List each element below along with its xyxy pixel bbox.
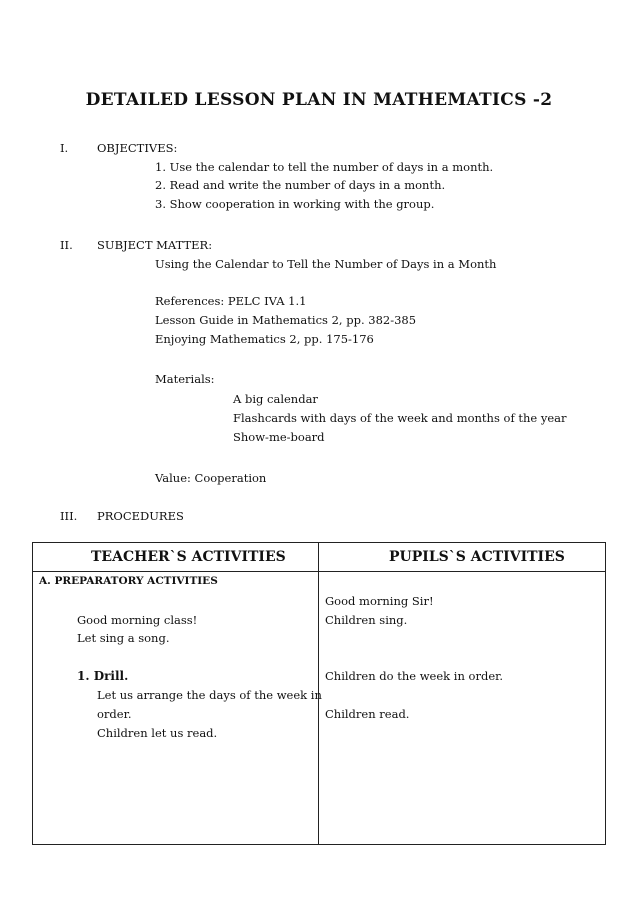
subject-matter-number: II. <box>60 238 73 252</box>
procedures-heading: PROCEDURES <box>97 509 184 523</box>
pupil-line: Children do the week in order. <box>325 669 504 683</box>
header-divider <box>33 571 605 572</box>
reference-line: References: PELC IVA 1.1 <box>155 294 307 308</box>
teacher-activities-header: TEACHER`S ACTIVITIES <box>91 549 286 565</box>
activities-table <box>32 542 606 845</box>
subject-matter-topic: Using the Calendar to Tell the Number of Days in a Month <box>155 257 497 271</box>
procedures-number: III. <box>60 509 78 523</box>
materials-label: Materials: <box>155 372 215 386</box>
drill-heading: 1. Drill. <box>77 669 129 683</box>
objectives-number: I. <box>60 141 69 155</box>
objective-item: 3. Show cooperation in working with the group. <box>155 197 435 211</box>
reference-line: Enjoying Mathematics 2, pp. 175-176 <box>155 332 374 346</box>
objective-item: 1. Use the calendar to tell the number of days in a month. <box>155 160 494 174</box>
objectives-heading: OBJECTIVES: <box>97 141 178 155</box>
teacher-line: Let sing a song. <box>77 631 170 645</box>
objective-item: 2. Read and write the number of days in a month. <box>155 178 446 192</box>
value-line: Value: Cooperation <box>155 471 267 485</box>
reference-line: Lesson Guide in Mathematics 2, pp. 382-385 <box>155 313 417 327</box>
material-item: Show-me-board <box>233 430 325 444</box>
pupil-line: Good morning Sir! <box>325 594 434 608</box>
drill-line: order. <box>97 707 132 721</box>
subject-matter-heading: SUBJECT MATTER: <box>97 238 213 252</box>
material-item: Flashcards with days of the week and months of the year <box>233 411 567 425</box>
pupil-line: Children sing. <box>325 613 408 627</box>
pupil-line: Children read. <box>325 707 410 721</box>
drill-line: Let us arrange the days of the week in <box>97 688 322 702</box>
material-item: A big calendar <box>233 392 318 406</box>
pupil-activities-header: PUPILS`S ACTIVITIES <box>389 549 565 565</box>
document-title: DETAILED LESSON PLAN IN MATHEMATICS -2 <box>85 90 553 110</box>
section-a-heading: A. PREPARATORY ACTIVITIES <box>39 575 218 587</box>
teacher-line: Good morning class! <box>77 613 198 627</box>
drill-line: Children let us read. <box>97 726 218 740</box>
